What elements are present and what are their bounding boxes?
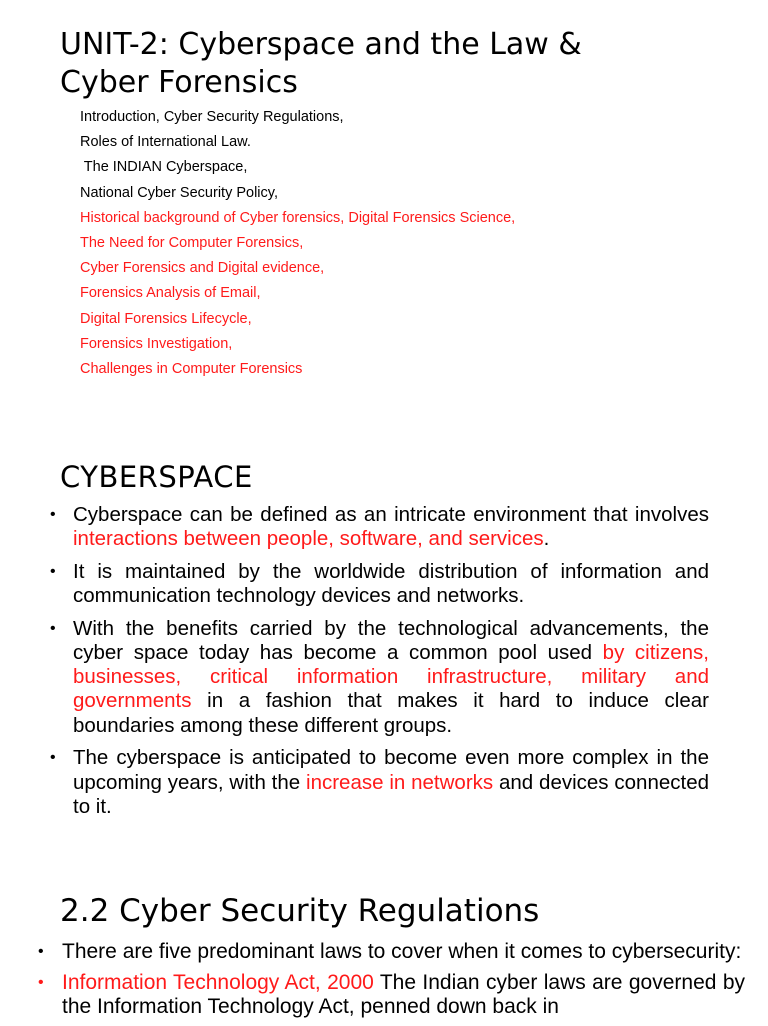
bullet-text: and devices connected to it.	[73, 770, 709, 818]
bullet-dot: •	[50, 749, 56, 767]
unit-title-line-2: Cyber Forensics	[60, 65, 298, 100]
bullet-dot: •	[50, 562, 56, 580]
bullet-text: The cyberspace is anticipated to become even more complex in the upcoming years, with the	[73, 746, 709, 794]
bullet-dot: •	[38, 943, 44, 960]
unit-title-line-1: UNIT-2: Cyberspace and the Law &	[60, 27, 582, 62]
bullet-highlight: by citizens, businesses, critical information infrastructure, military and governments	[73, 641, 709, 713]
topic-text: Digital Forensics Lifecycle,	[80, 310, 252, 327]
bullet-item	[0, 746, 709, 819]
bullet-item	[0, 940, 745, 965]
bullet-dot: •	[38, 973, 44, 991]
bullet-list	[0, 503, 709, 827]
topic-text: Challenges in Computer Forensics	[80, 360, 303, 377]
section-title: 2.2 Cyber Security Regulations	[60, 893, 540, 929]
bullet-text: There are five predominant laws to cover when it comes to cybersecurity:	[62, 940, 742, 963]
bullet-dot: •	[50, 619, 56, 637]
slide-cyber-security-regulations	[0, 880, 768, 1024]
bullet-highlight: Information Technology Act, 2000	[62, 970, 374, 994]
topic-text: National Cyber Security Policy,	[80, 184, 278, 201]
bullet-text: Cyberspace can be defined as an intricate environment that involves	[73, 503, 709, 526]
topic-text: Introduction, Cyber Security Regulations,	[80, 109, 344, 125]
topic-text: Forensics Analysis of Email,	[80, 285, 261, 302]
unit-title	[60, 26, 740, 102]
bullet-text: The Indian cyber laws are governed by the Information Technology Act, penned down back in	[62, 970, 745, 1018]
bullet-dot: •	[50, 506, 56, 523]
bullet-text: With the benefits carried by the technological advancements, the cyber space today has become a common pool used	[73, 616, 709, 665]
bullet-text: It is maintained by the worldwide distribution of information and communication technology devices and networks.	[73, 559, 709, 608]
bullet-list	[0, 940, 745, 1026]
bullet-item	[0, 503, 709, 551]
bullet-text: in a fashion that makes it hard to induce clear boundaries among these different groups.	[73, 689, 709, 737]
slide-cyberspace	[0, 440, 768, 850]
bullet-item	[0, 560, 709, 608]
section-title: CYBERSPACE	[60, 460, 253, 494]
bullet-text: .	[543, 527, 550, 551]
topic-text: Roles of International Law.	[80, 134, 251, 151]
slide-unit-2-overview	[0, 0, 768, 420]
topic-text: Forensics Investigation,	[80, 335, 233, 352]
topic-text: Cyber Forensics and Digital evidence,	[80, 260, 325, 277]
topic-text: The INDIAN Cyberspace,	[80, 159, 248, 176]
bullet-highlight: increase in networks	[306, 770, 494, 794]
bullet-item	[0, 971, 745, 1020]
topic-text: The Need for Computer Forensics,	[80, 234, 304, 251]
topic-text: Historical background of Cyber forensics, Digital Forensics Science,	[80, 209, 516, 226]
bullet-item	[0, 617, 709, 738]
bullet-highlight: interactions between people, software, and services	[73, 527, 544, 551]
